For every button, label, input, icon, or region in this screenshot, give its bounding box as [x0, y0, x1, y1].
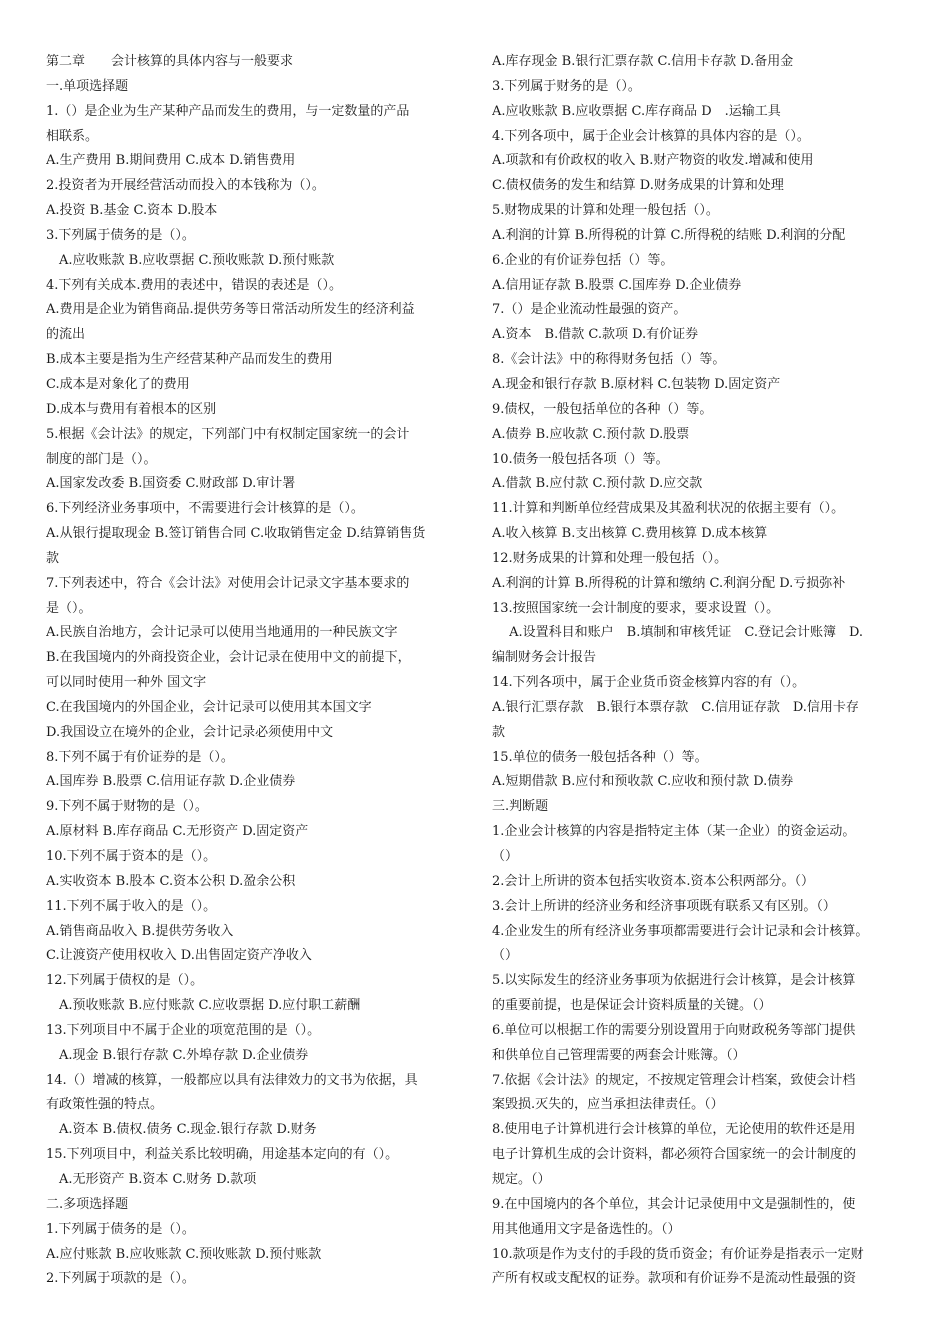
right-column-line: 用其他通用文字是备选性的。（）	[492, 1221, 681, 1237]
right-column-line: A.应收账款 B.应收票据 C.库存商品 D .运输工具	[492, 103, 781, 119]
right-column-line: 4.企业发生的所有经济业务事项都需要进行会计记录和会计核算。	[492, 923, 869, 939]
left-column-line: 12.下列属于债权的是（）。	[46, 973, 204, 989]
right-column-line: 15.单位的债务一般包括各种（）等。	[492, 749, 708, 765]
left-column-line: A.生产费用 B.期间费用 C.成本 D.销售费用	[46, 153, 296, 169]
right-column-line: A.债券 B.应收款 C.预付款 D.股票	[492, 426, 690, 442]
left-column-line: 10.下列不属于资本的是（）。	[46, 849, 217, 864]
left-column-line: 二.多项选择题	[46, 1196, 129, 1212]
right-column-line: 13.按照国家统一会计制度的要求，要求设置（）。	[492, 600, 780, 616]
right-column-line: 7.（）是企业流动性最强的资产。	[492, 302, 687, 318]
left-column-line: 8.下列不属于有价证券的是（）。	[46, 749, 234, 765]
left-column-line: A.销售商品收入 B.提供劳务收入	[46, 923, 234, 939]
left-column	[46, 50, 464, 1292]
left-column-line: D.成本与费用有着根本的区别	[46, 401, 217, 417]
right-column-line: 9.在中国境内的各个单位，其会计记录使用中文是强制性的，使	[492, 1196, 856, 1212]
left-column-line: A.资本 B.债权.债务 C.现金.银行存款 D.财务	[46, 1122, 317, 1138]
left-column-line: 1.（）是企业为生产某种产品而发生的费用，与一定数量的产品	[46, 103, 410, 119]
right-column-line: A.项款和有价政权的收入 B.财产物资的收发.增减和使用	[492, 153, 814, 169]
left-column-line: 有政策性强的特点。	[46, 1097, 164, 1113]
right-column-line: C.债权债务的发生和结算 D.财务成果的计算和处理	[492, 178, 784, 194]
right-column-line: 10.债务一般包括各项（）等。	[492, 451, 669, 467]
right-column-line: A.资本 B.借款 C.款项 D.有价证券	[492, 327, 699, 343]
left-column-line: 9.下列不属于财物的是（）。	[46, 799, 208, 815]
right-column-line: 案毁损.灭失的，应当承担法律责任。（）	[492, 1097, 724, 1113]
left-column-line: 第二章 会计核算的具体内容与一般要求	[46, 54, 294, 69]
right-column-line: 5.财物成果的计算和处理一般包括（）。	[492, 203, 719, 219]
right-column-line: 10.款项是作为支付的手段的货币资金；有价证券是指表示一定财	[492, 1246, 864, 1262]
left-column-line: 2.投资者为开展经营活动而投入的本钱称为（）。	[46, 178, 325, 194]
right-column-line: A.设置科目和账户 B.填制和审核凭证 C.登记会计账簿 D.	[492, 625, 864, 641]
right-column-line: 产所有权或支配权的证券。款项和有价证券不是流动性最强的资	[492, 1271, 857, 1287]
left-column-line: 15.下列项目中，利益关系比较明确，用途基本定向的有（）。	[46, 1147, 399, 1163]
left-column-line: 一.单项选择题	[46, 78, 129, 94]
right-column-line: 的重要前提，也是保证会计资料质量的关键。（）	[492, 998, 772, 1014]
right-column-line: （）	[492, 849, 519, 864]
left-column-line: A.无形资产 B.资本 C.财务 D.款项	[46, 1171, 257, 1187]
left-column-line: D.我国设立在境外的企业，会计记录必须使用中文	[46, 724, 334, 740]
left-column-line: A.费用是企业为销售商品.提供劳务等日常活动所发生的经济利益	[46, 302, 415, 318]
right-column-line: 6.企业的有价证券包括（）等。	[492, 252, 674, 268]
right-column-line: 9.债权，一般包括单位的各种（）等。	[492, 401, 713, 417]
left-column-line: C.成本是对象化了的费用	[46, 376, 190, 392]
right-column-line: 11.计算和判断单位经营成果及其盈利状况的依据主要有（）。	[492, 501, 845, 517]
right-column-line: 1.企业会计核算的内容是指特定主体（某一企业）的资金运动。	[492, 824, 856, 840]
right-column-line: 编制财务会计报告	[492, 650, 597, 666]
right-column-line: A.利润的计算 B.所得税的计算和缴纳 C.利润分配 D.亏损弥补	[492, 575, 846, 591]
left-column-line: B.在我国境内的外商投资企业，会计记录在使用中文的前提下，	[46, 650, 411, 666]
left-column-line: A.投资 B.基金 C.资本 D.股本	[46, 203, 218, 219]
left-column-line: 14.（）增减的核算，一般都应以具有法律效力的文书为依据，具	[46, 1072, 418, 1088]
right-column-line: 14.下列各项中，属于企业货币资金核算内容的有（）。	[492, 675, 806, 691]
left-column-line: 制度的部门是（）。	[46, 451, 157, 467]
right-column-line: 三.判断题	[492, 799, 549, 815]
left-column-line: C.让渡资产使用权收入 D.出售固定资产净收入	[46, 948, 312, 964]
left-column-line: 相联系。	[46, 128, 99, 144]
right-column-line: A.现金和银行存款 B.原材料 C.包装物 D.固定资产	[492, 376, 781, 392]
left-column-line: A.实收资本 B.股本 C.资本公积 D.盈余公积	[46, 873, 296, 889]
left-column-line: 13.下列项目中不属于企业的项宽范围的是（）。	[46, 1022, 321, 1038]
right-column-line: 规定。（）	[492, 1171, 551, 1187]
left-column-line: 的流出	[46, 327, 86, 343]
left-column-line: A.国家发改委 B.国资委 C.财政部 D.审计署	[46, 476, 296, 492]
right-column-line: （）	[492, 948, 519, 964]
left-column-line: B.成本主要是指为生产经营某种产品而发生的费用	[46, 352, 333, 368]
left-column-line: 1.下列属于债务的是（）。	[46, 1221, 195, 1237]
right-column-line: A.收入核算 B.支出核算 C.费用核算 D.成本核算	[492, 526, 768, 542]
right-column-line: 电子计算机生成的会计资料，都必须符合国家统一的会计制度的	[492, 1147, 857, 1163]
right-column-line: 款	[492, 724, 506, 740]
right-column-line: 4.下列各项中，属于企业会计核算的具体内容的是（）。	[492, 128, 810, 144]
right-column-line: A.银行汇票存款 B.银行本票存款 C.信用证存款 D.信用卡存	[492, 699, 859, 715]
left-column-line: 可以同时使用一种外 国文字	[46, 675, 207, 691]
right-column-line: A.借款 B.应付款 C.预付款 D.应交款	[492, 476, 703, 492]
right-column-line: A.短期借款 B.应付和预收款 C.应收和预付款 D.债券	[492, 774, 794, 790]
left-column-line: A.应付账款 B.应收账款 C.预收账款 D.预付账款	[46, 1246, 322, 1262]
right-column-line: 2.会计上所讲的资本包括实收资本.资本公积两部分。（）	[492, 873, 815, 889]
right-column-line: 12.财务成果的计算和处理一般包括（）。	[492, 550, 728, 566]
right-column-line: 8.《会计法》中的称得财务包括（）等。	[492, 352, 726, 368]
left-column-line: 5.根据《会计法》的规定，下列部门中有权制定国家统一的会计	[46, 426, 410, 442]
left-column-line: 是（）。	[46, 600, 92, 616]
right-column-line: A.信用证存款 B.股票 C.国库券 D.企业债券	[492, 277, 742, 293]
left-column-line: 款	[46, 550, 60, 566]
right-column-line: 3.下列属于财务的是（）。	[492, 78, 641, 94]
left-column-line: C.在我国境内的外国企业，会计记录可以使用其本国文字	[46, 699, 372, 715]
right-column-line: A.库存现金 B.银行汇票存款 C.信用卡存款 D.备用金	[492, 54, 794, 69]
right-column-line: 3.会计上所讲的经济业务和经济事项既有联系又有区别。（）	[492, 898, 836, 914]
right-column-line: 5.以实际发生的经济业务事项为依据进行会计核算，是会计核算	[492, 973, 856, 989]
left-column-line: A.应收账款 B.应收票据 C.预收账款 D.预付账款	[46, 252, 335, 268]
right-column-line: 和供单位自己管理需要的两套会计账簿。（）	[492, 1047, 746, 1063]
left-column-line: A.预收账款 B.应付账款 C.应收票据 D.应付职工薪酬	[46, 998, 361, 1014]
left-column-line: A.原材料 B.库存商品 C.无形资产 D.固定资产	[46, 824, 309, 840]
left-column-line: 6.下列经济业务事项中，不需要进行会计核算的是（）。	[46, 501, 364, 517]
left-column-line: 11.下列不属于收入的是（）。	[46, 898, 217, 914]
right-column-line: 8.使用电子计算机进行会计核算的单位，无论使用的软件还是用	[492, 1122, 856, 1138]
left-column-line: 4.下列有关成本.费用的表述中，错误的表述是（）。	[46, 277, 343, 293]
left-column-line: A.现金 B.银行存款 C.外埠存款 D.企业债券	[46, 1047, 309, 1063]
left-column-line: 2.下列属于项款的是（）。	[46, 1271, 195, 1287]
left-column-line: A.从银行提取现金 B.签订销售合同 C.收取销售定金 D.结算销售货	[46, 526, 426, 542]
right-column	[492, 50, 912, 1292]
left-column-line: 3.下列属于债务的是（）。	[46, 227, 195, 243]
left-column-line: A.国库券 B.股票 C.信用证存款 D.企业债券	[46, 774, 296, 790]
left-column-line: 7.下列表述中，符合《会计法》对使用会计记录文字基本要求的	[46, 575, 410, 591]
right-column-line: 6.单位可以根据工作的需要分别设置用于向财政税务等部门提供	[492, 1022, 856, 1038]
right-column-line: 7.依据《会计法》的规定，不按规定管理会计档案，致使会计档	[492, 1072, 856, 1088]
right-column-line: A.利润的计算 B.所得税的计算 C.所得税的结账 D.利润的分配	[492, 227, 846, 243]
left-column-line: A.民族自治地方，会计记录可以使用当地通用的一种民族文字	[46, 625, 398, 641]
